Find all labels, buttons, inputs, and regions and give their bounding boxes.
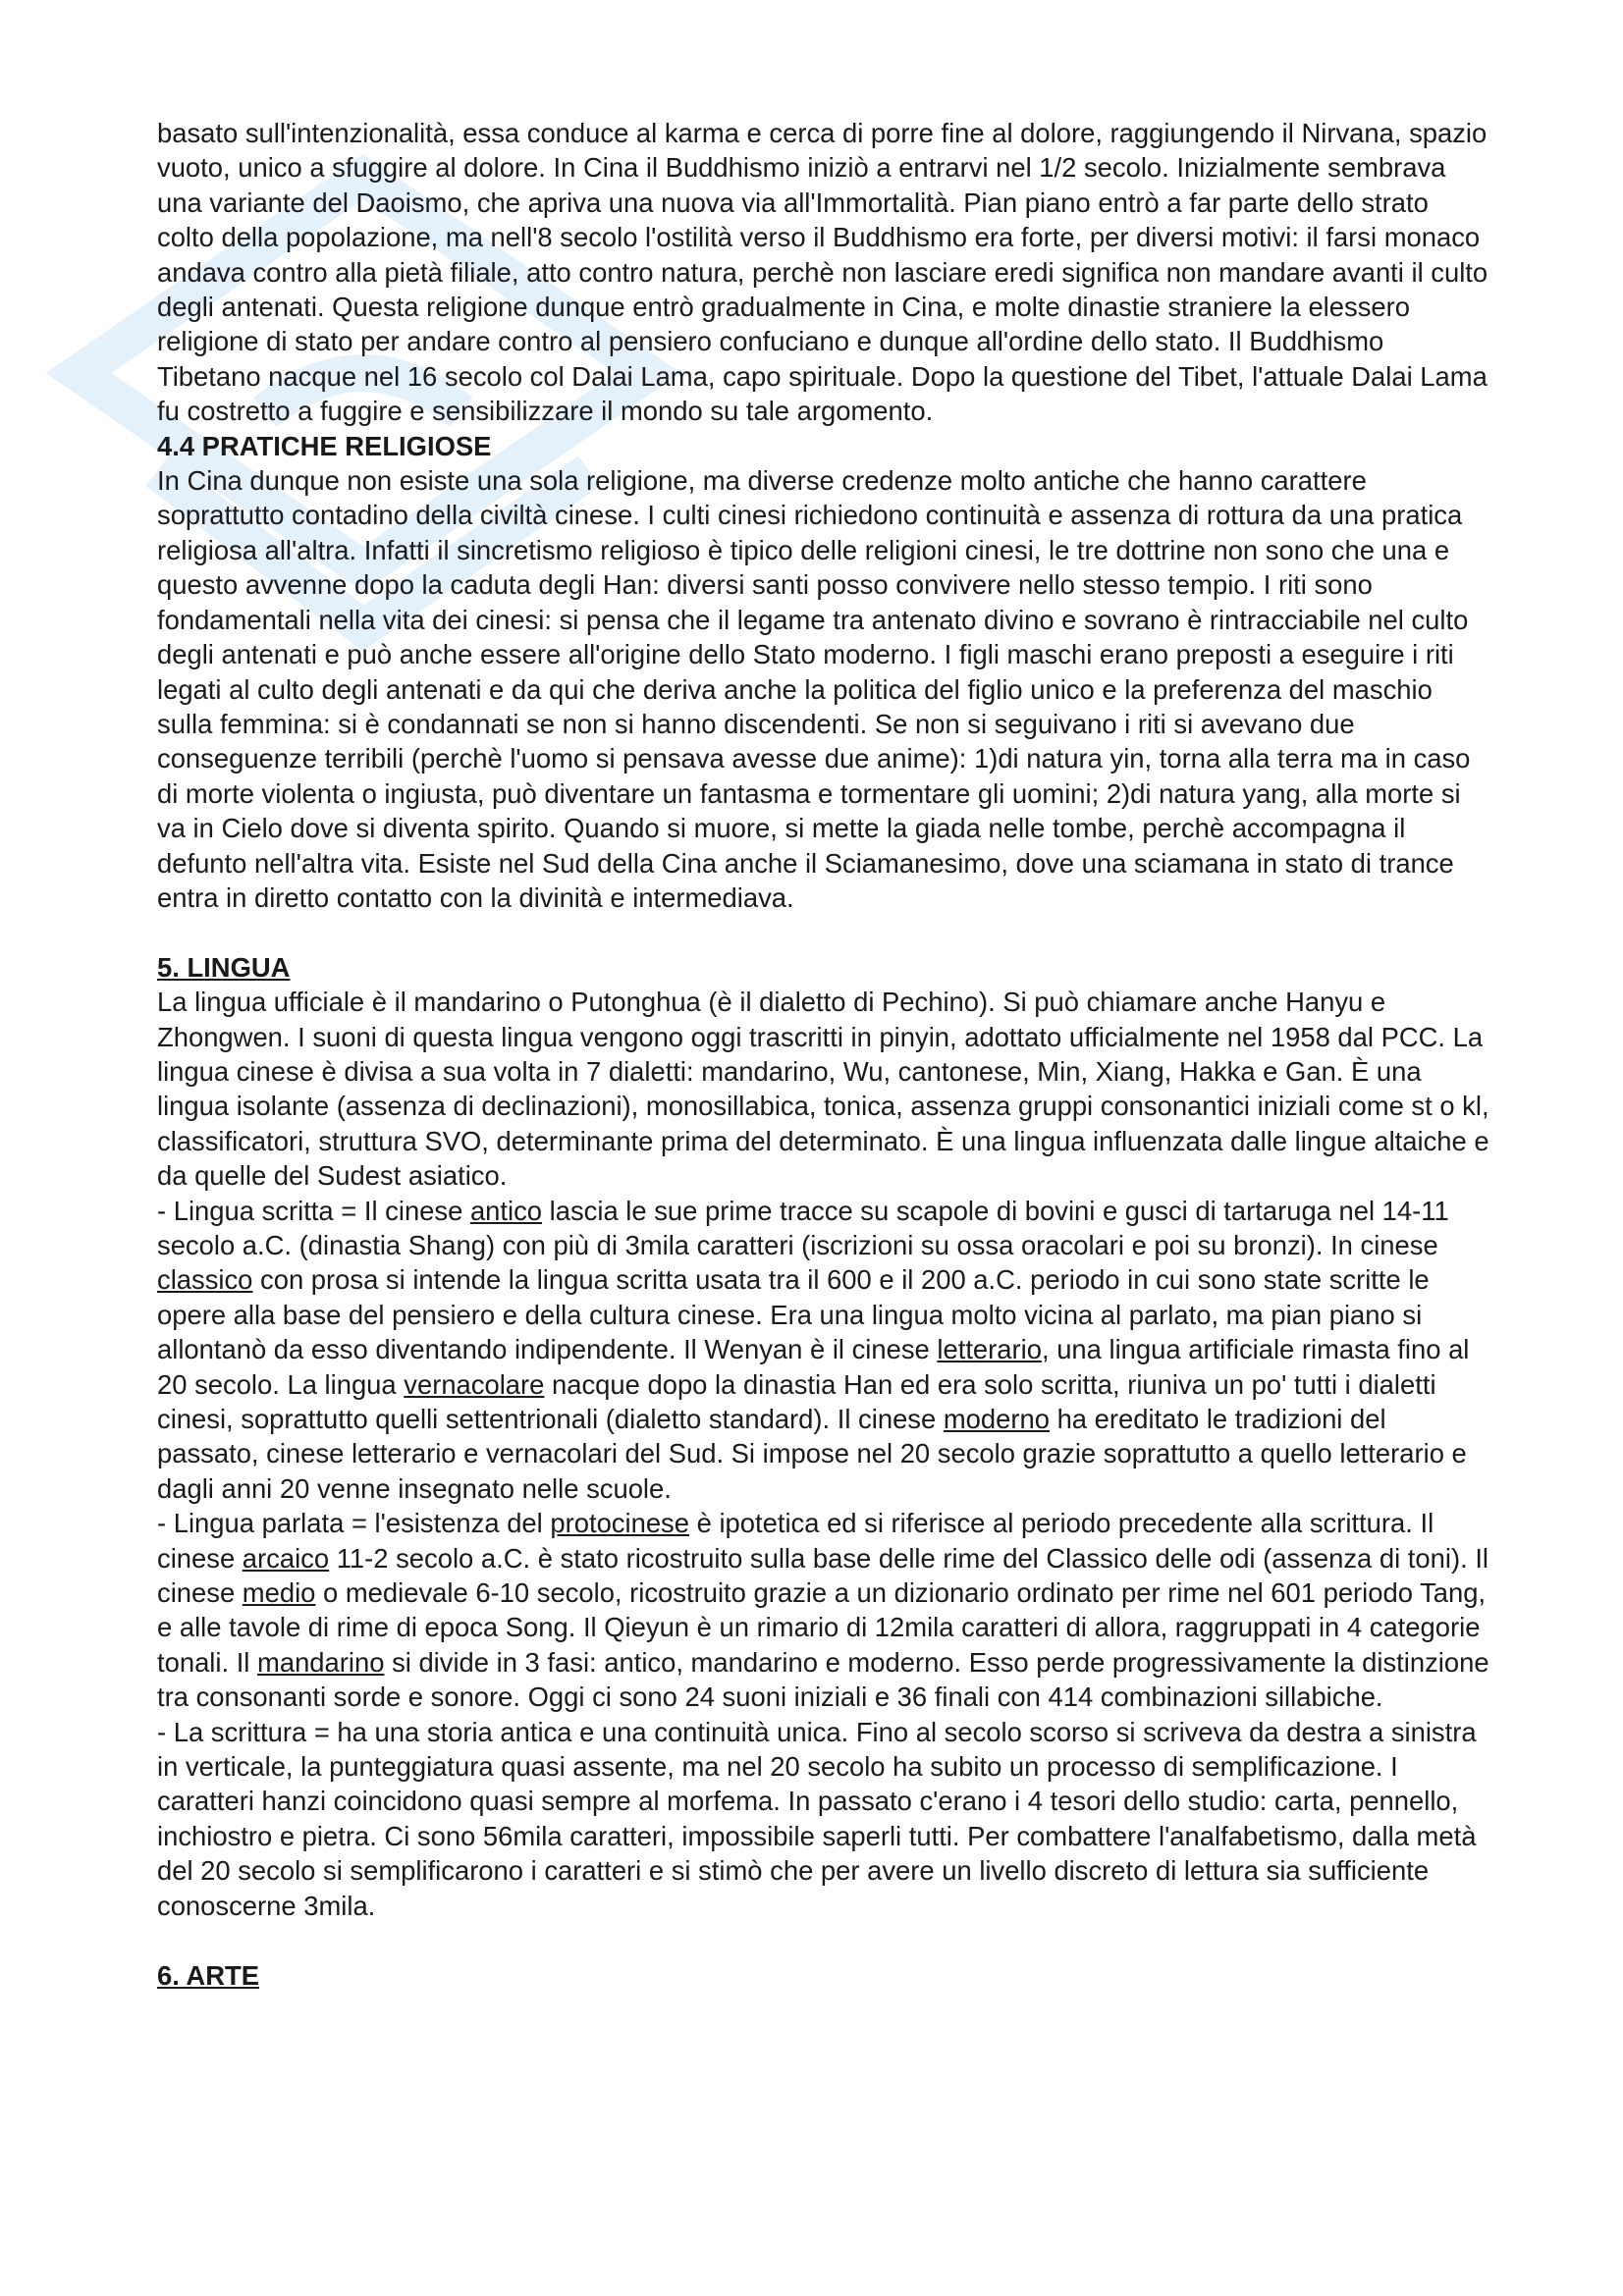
text-segment: nacque dopo la dinastia Han ed era solo scritta, riuniva un po' tutti i dialetti cinesi, soprattutto quelli settentrionali (dialetto standard). Il cinese: [157, 1368, 1436, 1435]
text-segment: è ipotetica ed si riferisce al periodo precedente alla scrittura. Il cinese: [157, 1508, 1434, 1574]
text-segment: , una lingua artificiale rimasta fino al 20 secolo. La lingua: [157, 1334, 1470, 1400]
paragraph-scrittura: - La scrittura = ha una storia antica e una continuità unica. Fino al secolo scorso si scriveva da destra a sinistra in verticale, la punteggiatura quasi assente, ma nel 20 secolo ha subito un processo di semplificazione. I caratteri hanzi coincidono quasi sempre al morfema. In passato c'erano i 4 tesori dello studio: carta, pennello, inchiostro e pietra. Ci sono 56mila caratteri, impossibile saperli tutti. Per combattere l'analfabetismo, dalla metà del 20 secolo si semplificarono i caratteri e si stimò che per avere un livello discreto di lettura sia sufficiente conoscerne 3mila.: [157, 1716, 1477, 1921]
document-body: [157, 116, 1492, 1993]
underlined-term: medio: [242, 1577, 316, 1609]
text-segment: - Lingua parlata = l'esistenza del: [157, 1508, 551, 1539]
text-segment: con prosa si intende la lingua scritta usata tra il 600 e il 200 a.C. periodo in cui sono state scritte le opere alla base del pensiero e della cultura cinese. Era una lingua molto vicina al parlato, ma pian piano si allontanò da esso diventando indipendente. Il Wenyan è il cinese: [157, 1264, 1430, 1365]
paragraph-buddhism: basato sull'intenzionalità, essa conduce al karma e cerca di porre fine al dolore, raggiungendo il Nirvana, spazio vuoto, unico a sfuggire al dolore. In Cina il Buddhismo iniziò a entrarvi nel 1/2 secolo. Inizialmente sembrava una variante del Daoismo, che apriva una nuova via all'Immortalità. Pian piano entrò a far parte dello strato colto della popolazione, ma nell'8 secolo l'ostilità verso il Buddhismo era forte, per diversi motivi: il farsi monaco andava contro alla pietà filiale, atto contro natura, perchè non lasciare eredi significa non mandare avanti il culto degli antenati. Questa religione dunque entrò gradualmente in Cina, e molte dinastie straniere la elessero religione di stato per andare contro al pensiero confuciano e dunque all'ordine dello stato. Il Buddhismo Tibetano nacque nel 16 secolo col Dalai Lama, capo spirituale. Dopo la questione del Tibet, l'attuale Dalai Lama fu costretto a fuggire e sensibilizzare il mondo su tale argomento.: [157, 118, 1488, 427]
underlined-term: vernacolare: [404, 1368, 545, 1400]
underlined-term: arcaico: [242, 1542, 330, 1574]
text-segment: - Lingua scritta = Il cinese: [157, 1195, 470, 1226]
underlined-term: antico: [469, 1195, 543, 1226]
underlined-term: moderno: [943, 1404, 1050, 1435]
heading-lingua: 5. LINGUA: [157, 951, 291, 983]
underlined-term: letterario: [937, 1334, 1042, 1365]
text-segment: o medievale 6-10 secolo, ricostruito grazie a un dizionario ordinato per rime nel 601 periodo Tang, e alle tavole di rime di epoca Song. Il Qieyun è un rimario di 12mila caratteri di allora, raggruppati in 4 categorie tonali. Il: [157, 1577, 1487, 1678]
underlined-term: mandarino: [257, 1646, 385, 1678]
underlined-term: protocinese: [550, 1508, 689, 1539]
text-segment: 11-2 secolo a.C. è stato ricostruito sulla base delle rime del Classico delle odi (assenza di toni). Il cinese: [157, 1542, 1489, 1609]
paragraph-pratiche-religiose: In Cina dunque non esiste una sola religione, ma diverse credenze molto antiche che hanno carattere soprattutto contadino della civiltà cinese. I culti cinesi richiedono continuità e assenza di rottura da una pratica religiosa all'altra. Infatti il sincretismo religioso è tipico delle religioni cinesi, le tre dottrine non sono che una e questo avvenne dopo la caduta degli Han: diversi santi posso convivere nello stesso tempio. I riti sono fondamentali nella vita dei cinesi: si pensa che il legame tra antenato divino e sovrano è rintracciabile nel culto degli antenati e può anche essere all'origine dello Stato moderno. I figli maschi erano preposti a eseguire i riti legati al culto degli antenati e da qui che deriva anche la politica del figlio unico e la preferenza del maschio sulla femmina: si è condannati se non si hanno discendenti. Se non si seguivano i riti si avevano due conseguenze terribili (perchè l'uomo si pensava avesse due anime): 1)di natura yin, torna alla terra ma in caso di morte violenta o ingiusta, può diventare un fantasma e tormentare gli uomini; 2)di natura yang, alla morte si va in Cielo dove si diventa spirito. Quando si muore, si mette la giada nelle tombe, perchè accompagna il defunto nell'altra vita. Esiste nel Sud della Cina anche il Sciamanesimo, dove una sciamana in stato di trance entra in diretto contatto con la divinità e intermediava.: [157, 465, 1471, 913]
paragraph-lingua-scritta: [157, 1194, 1492, 1507]
heading-arte: 6. ARTE: [157, 1959, 259, 1991]
text-segment: ha ereditato le tradizioni del passato, cinese letterario e vernacolari del Sud. Si impose nel 20 secolo grazie soprattutto a quello letterario e dagli anni 20 venne insegnato nelle scuole.: [157, 1404, 1467, 1504]
text-segment: lascia le sue prime tracce su scapole di bovini e gusci di tartaruga nel 14-11 secolo a.C. (dinastia Shang) con più di 3mila caratteri (iscrizioni su ossa oracolari e poi su bronzi). In cinese: [157, 1195, 1449, 1260]
heading-pratiche-religiose: 4.4 PRATICHE RELIGIOSE: [157, 430, 492, 461]
underlined-term: classico: [157, 1264, 253, 1296]
paragraph-lingua-parlata: [157, 1506, 1492, 1714]
paragraph-lingua: La lingua ufficiale è il mandarino o Putonghua (è il dialetto di Pechino). Si può chiamare anche Hanyu e Zhongwen. I suoni di questa lingua vengono oggi trascritti in pinyin, adottato ufficialmente nel 1958 dal PCC. La lingua cinese è divisa a sua volta in 7 dialetti: mandarino, Wu, cantonese, Min, Xiang, Hakka e Gan. È una lingua isolante (assenza di declinazioni), monosillabica, tonica, assenza gruppi consonantici iniziali come st o kl, classificatori, struttura SVO, determinante prima del determinato. È una lingua influenzata dalle lingue altaiche e da quelle del Sudest asiatico.: [157, 987, 1489, 1192]
text-segment: si divide in 3 fasi: antico, mandarino e moderno. Esso perde progressivamente la distinzione tra consonanti sorde e sonore. Oggi ci sono 24 suoni iniziali e 36 finali con 414 combinazioni sillabiche.: [157, 1646, 1489, 1713]
spacer: [157, 915, 1492, 949]
spacer: [157, 1923, 1492, 1957]
